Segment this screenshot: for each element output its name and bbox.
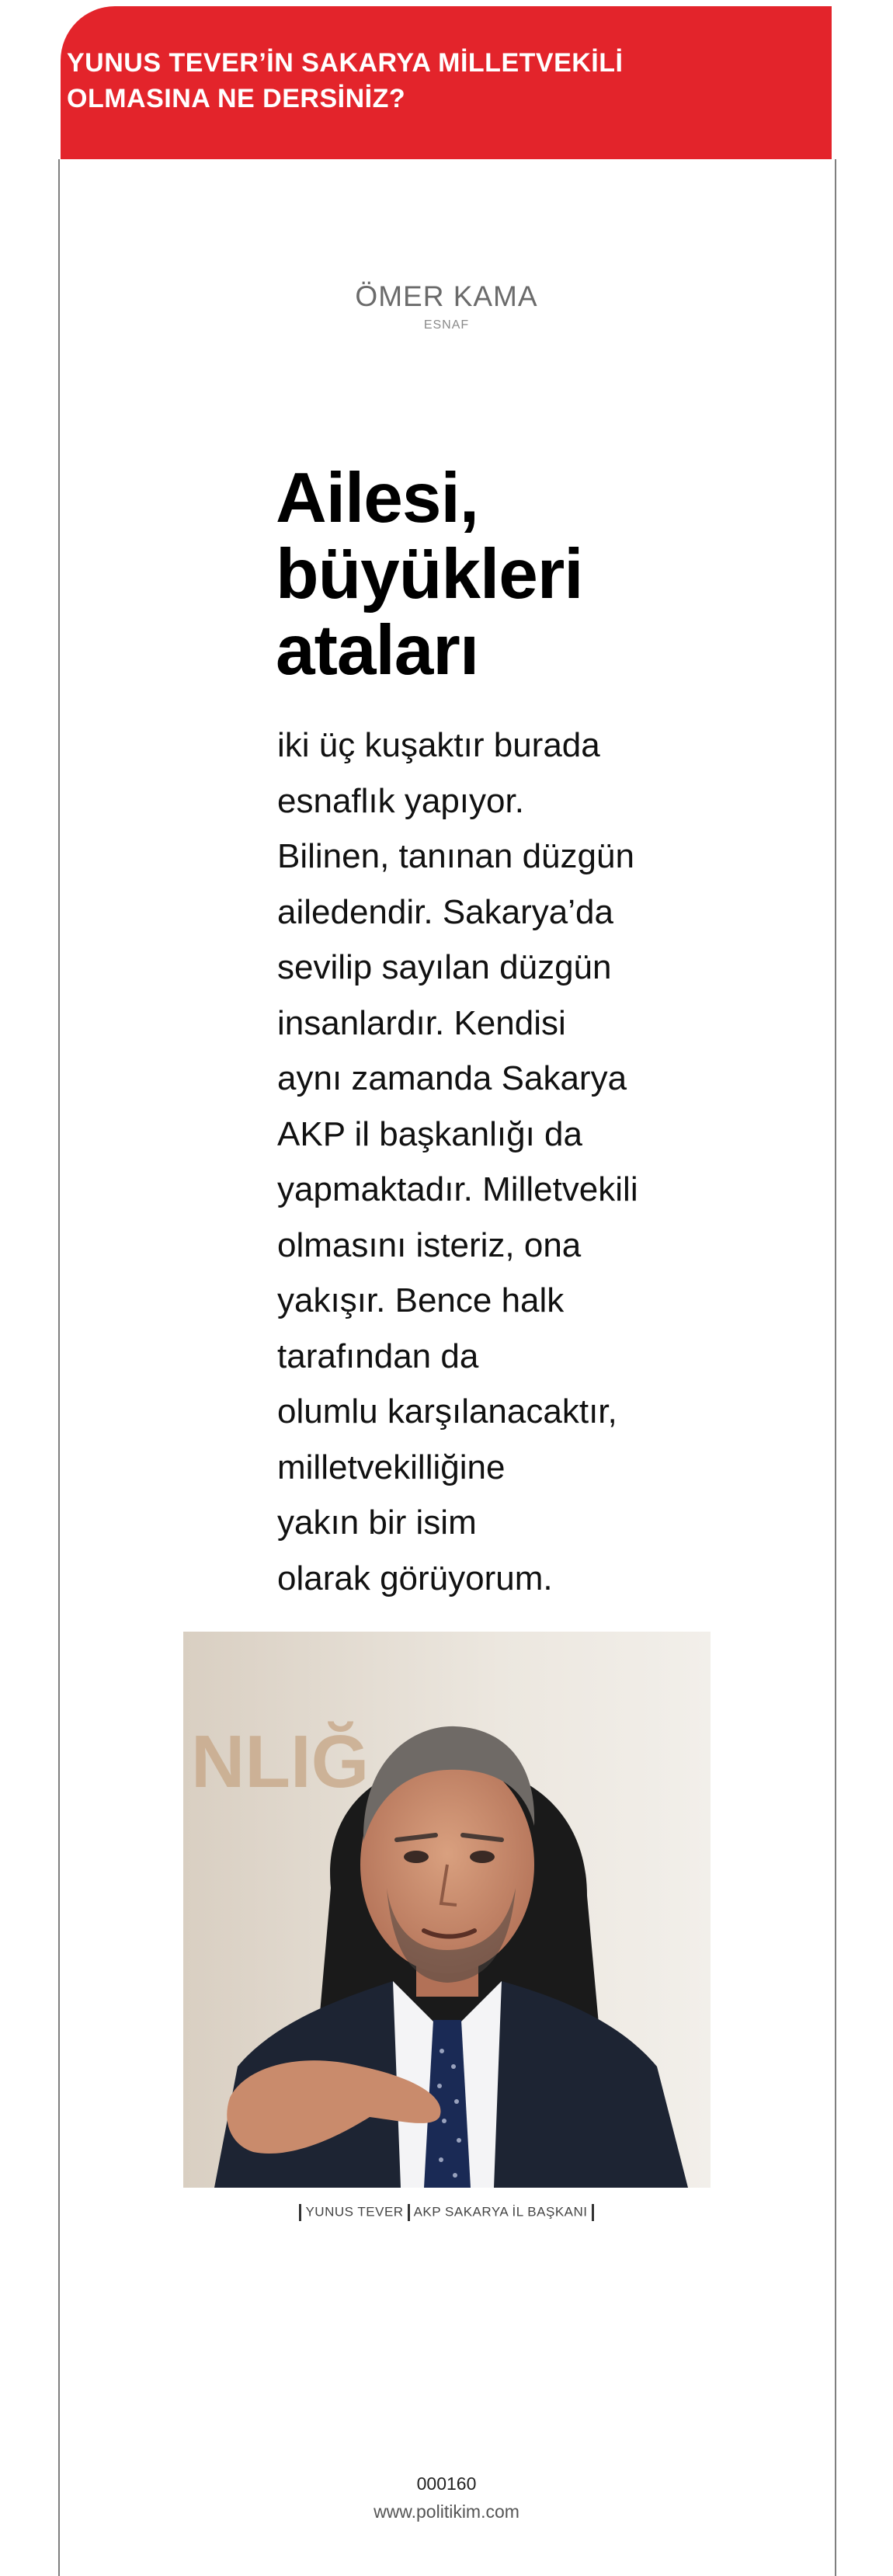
quote-line: Bilinen, tanınan düzgün [277, 837, 634, 875]
author-name: ÖMER KAMA [355, 280, 538, 312]
left-eye [404, 1851, 429, 1863]
portrait-illustration [183, 1632, 711, 2188]
quote-line: olmasını isteriz, ona [277, 1225, 582, 1264]
quote-line: olumlu karşılanacaktır, [277, 1392, 617, 1431]
quote-line: yakışır. Bence halk [277, 1281, 565, 1319]
quote-line: iki üç kuşaktır burada [277, 726, 600, 764]
quote-line: ailedendir. Sakarya’da [277, 892, 613, 931]
quote-line: olarak görüyorum. [277, 1559, 553, 1597]
headline [276, 461, 664, 689]
headline-line: büyükleri [276, 535, 583, 614]
headline-line: Ailesi, [276, 459, 479, 537]
right-eye [470, 1851, 495, 1863]
photo-caption [0, 2202, 893, 2222]
caption-divider [299, 2204, 301, 2221]
quote-line: sevilip sayılan düzgün [277, 948, 612, 986]
website-link[interactable]: www.politikim.com [374, 2501, 519, 2522]
quote-line: esnaflık yapıyor. [277, 781, 524, 820]
quote-line: yakın bir isim [277, 1504, 477, 1542]
quote-line: aynı zamanda Sakarya [277, 1059, 627, 1097]
quote-line: yapmaktadır. Milletvekili [277, 1170, 638, 1208]
author-role: ESNAF [423, 318, 470, 332]
page-number: 000160 [416, 2473, 477, 2494]
quote-line: milletvekilliğine [277, 1448, 506, 1486]
banner-title [67, 45, 735, 116]
wall-sign-text: NLIĞ [191, 1720, 370, 1803]
page-footer [0, 2471, 893, 2524]
portrait-photo [183, 1632, 711, 2188]
banner-title-line: OLMASINA NE DERSİNİZ? [67, 84, 406, 113]
caption-divider [592, 2204, 594, 2221]
quote-line: tarafından da [277, 1337, 479, 1375]
caption-divider [408, 2204, 410, 2221]
caption-name: YUNUS TEVER [305, 2204, 404, 2220]
quote-body [277, 718, 681, 1606]
banner-title-line: YUNUS TEVER’İN SAKARYA MİLLETVEKİLİ [67, 48, 624, 78]
caption-title: AKP SAKARYA İL BAŞKANI [413, 2204, 588, 2220]
quote-line: insanlardır. Kendisi [277, 1003, 566, 1042]
headline-line: ataları [276, 611, 479, 690]
quote-line: AKP il başkanlığı da [277, 1114, 582, 1153]
author-block [0, 280, 893, 334]
